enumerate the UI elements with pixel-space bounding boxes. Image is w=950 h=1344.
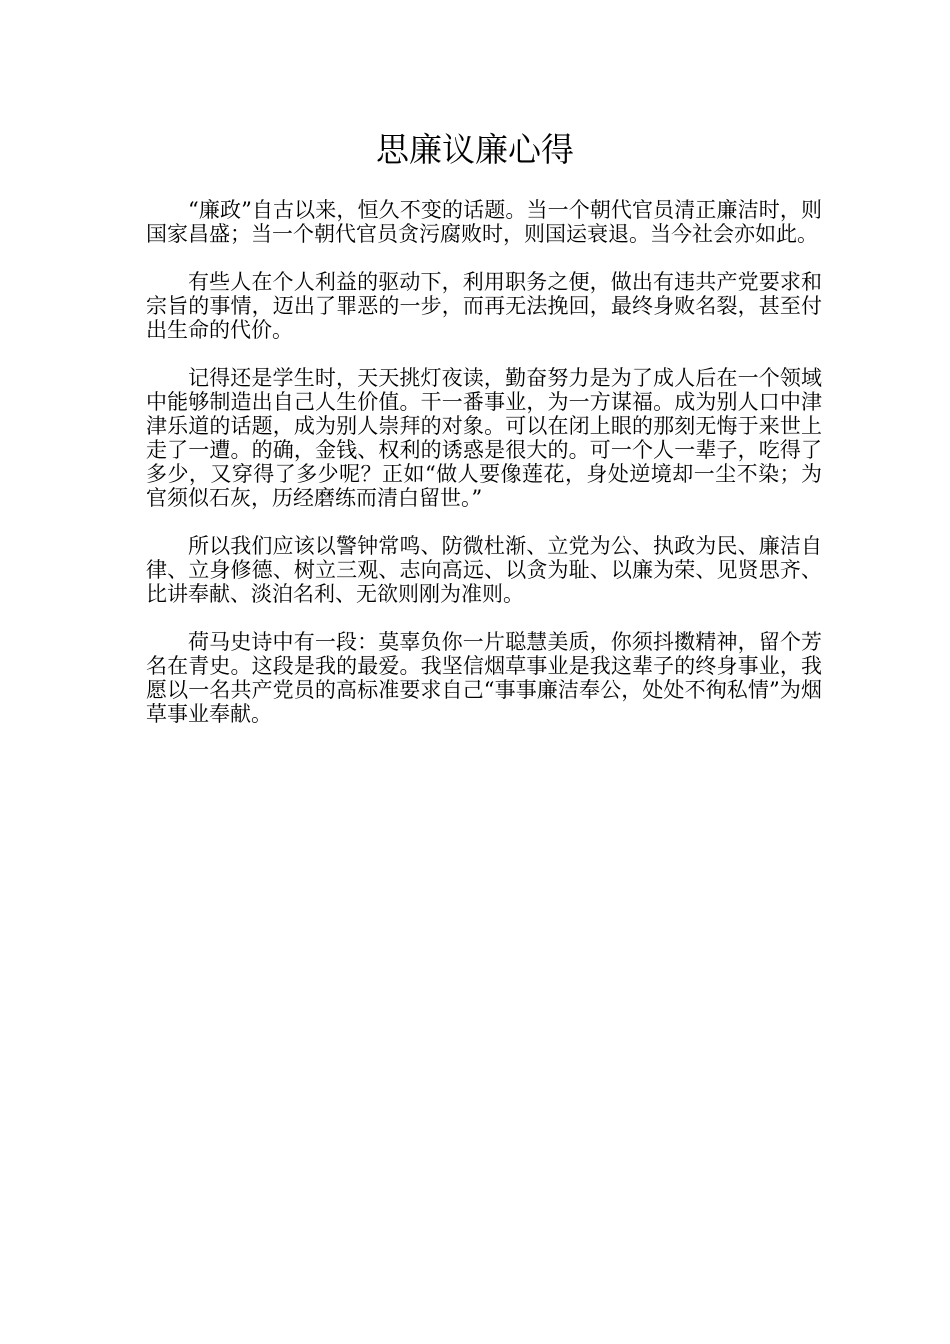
document-body bbox=[146, 198, 822, 750]
paragraph-5: 荷马史诗中有一段：莫辜负你一片聪慧美质，你须抖擞精神，留个芳名在青史。这段是我的最爱。我坚信烟草事业是我这辈子的终身事业，我愿以一名共产党员的高标准要求自己“事事廉洁奉公，处处不徇私情”为烟草事业奉献。 bbox=[146, 630, 822, 726]
paragraph-3: 记得还是学生时，天天挑灯夜读，勤奋努力是为了成人后在一个领域中能够制造出自己人生价值。干一番事业，为一方谋福。成为别人口中津津乐道的话题，成为别人崇拜的对象。可以在闭上眼的那刻无悔于来世上走了一遭。的确，金钱、权利的诱惑是很大的。可一个人一辈子，吃得了多少，又穿得了多少呢？正如“做人要像莲花，身处逆境却一尘不染；为官须似石灰，历经磨练而清白留世。” bbox=[146, 366, 822, 510]
paragraph-4: 所以我们应该以警钟常鸣、防微杜渐、立党为公、执政为民、廉洁自律、立身修德、树立三观、志向高远、以贪为耻、以廉为荣、见贤思齐、比讲奉献、淡泊名利、无欲则刚为准则。 bbox=[146, 534, 822, 606]
page-title: 思廉议廉心得 bbox=[376, 130, 574, 169]
paragraph-1: “廉政”自古以来，恒久不变的话题。当一个朝代官员清正廉洁时，则国家昌盛；当一个朝代官员贪污腐败时，则国运衰退。当今社会亦如此。 bbox=[146, 198, 822, 246]
paragraph-2: 有些人在个人利益的驱动下，利用职务之便，做出有违共产党要求和宗旨的事情，迈出了罪恶的一步，而再无法挽回，最终身败名裂，甚至付出生命的代价。 bbox=[146, 270, 822, 342]
